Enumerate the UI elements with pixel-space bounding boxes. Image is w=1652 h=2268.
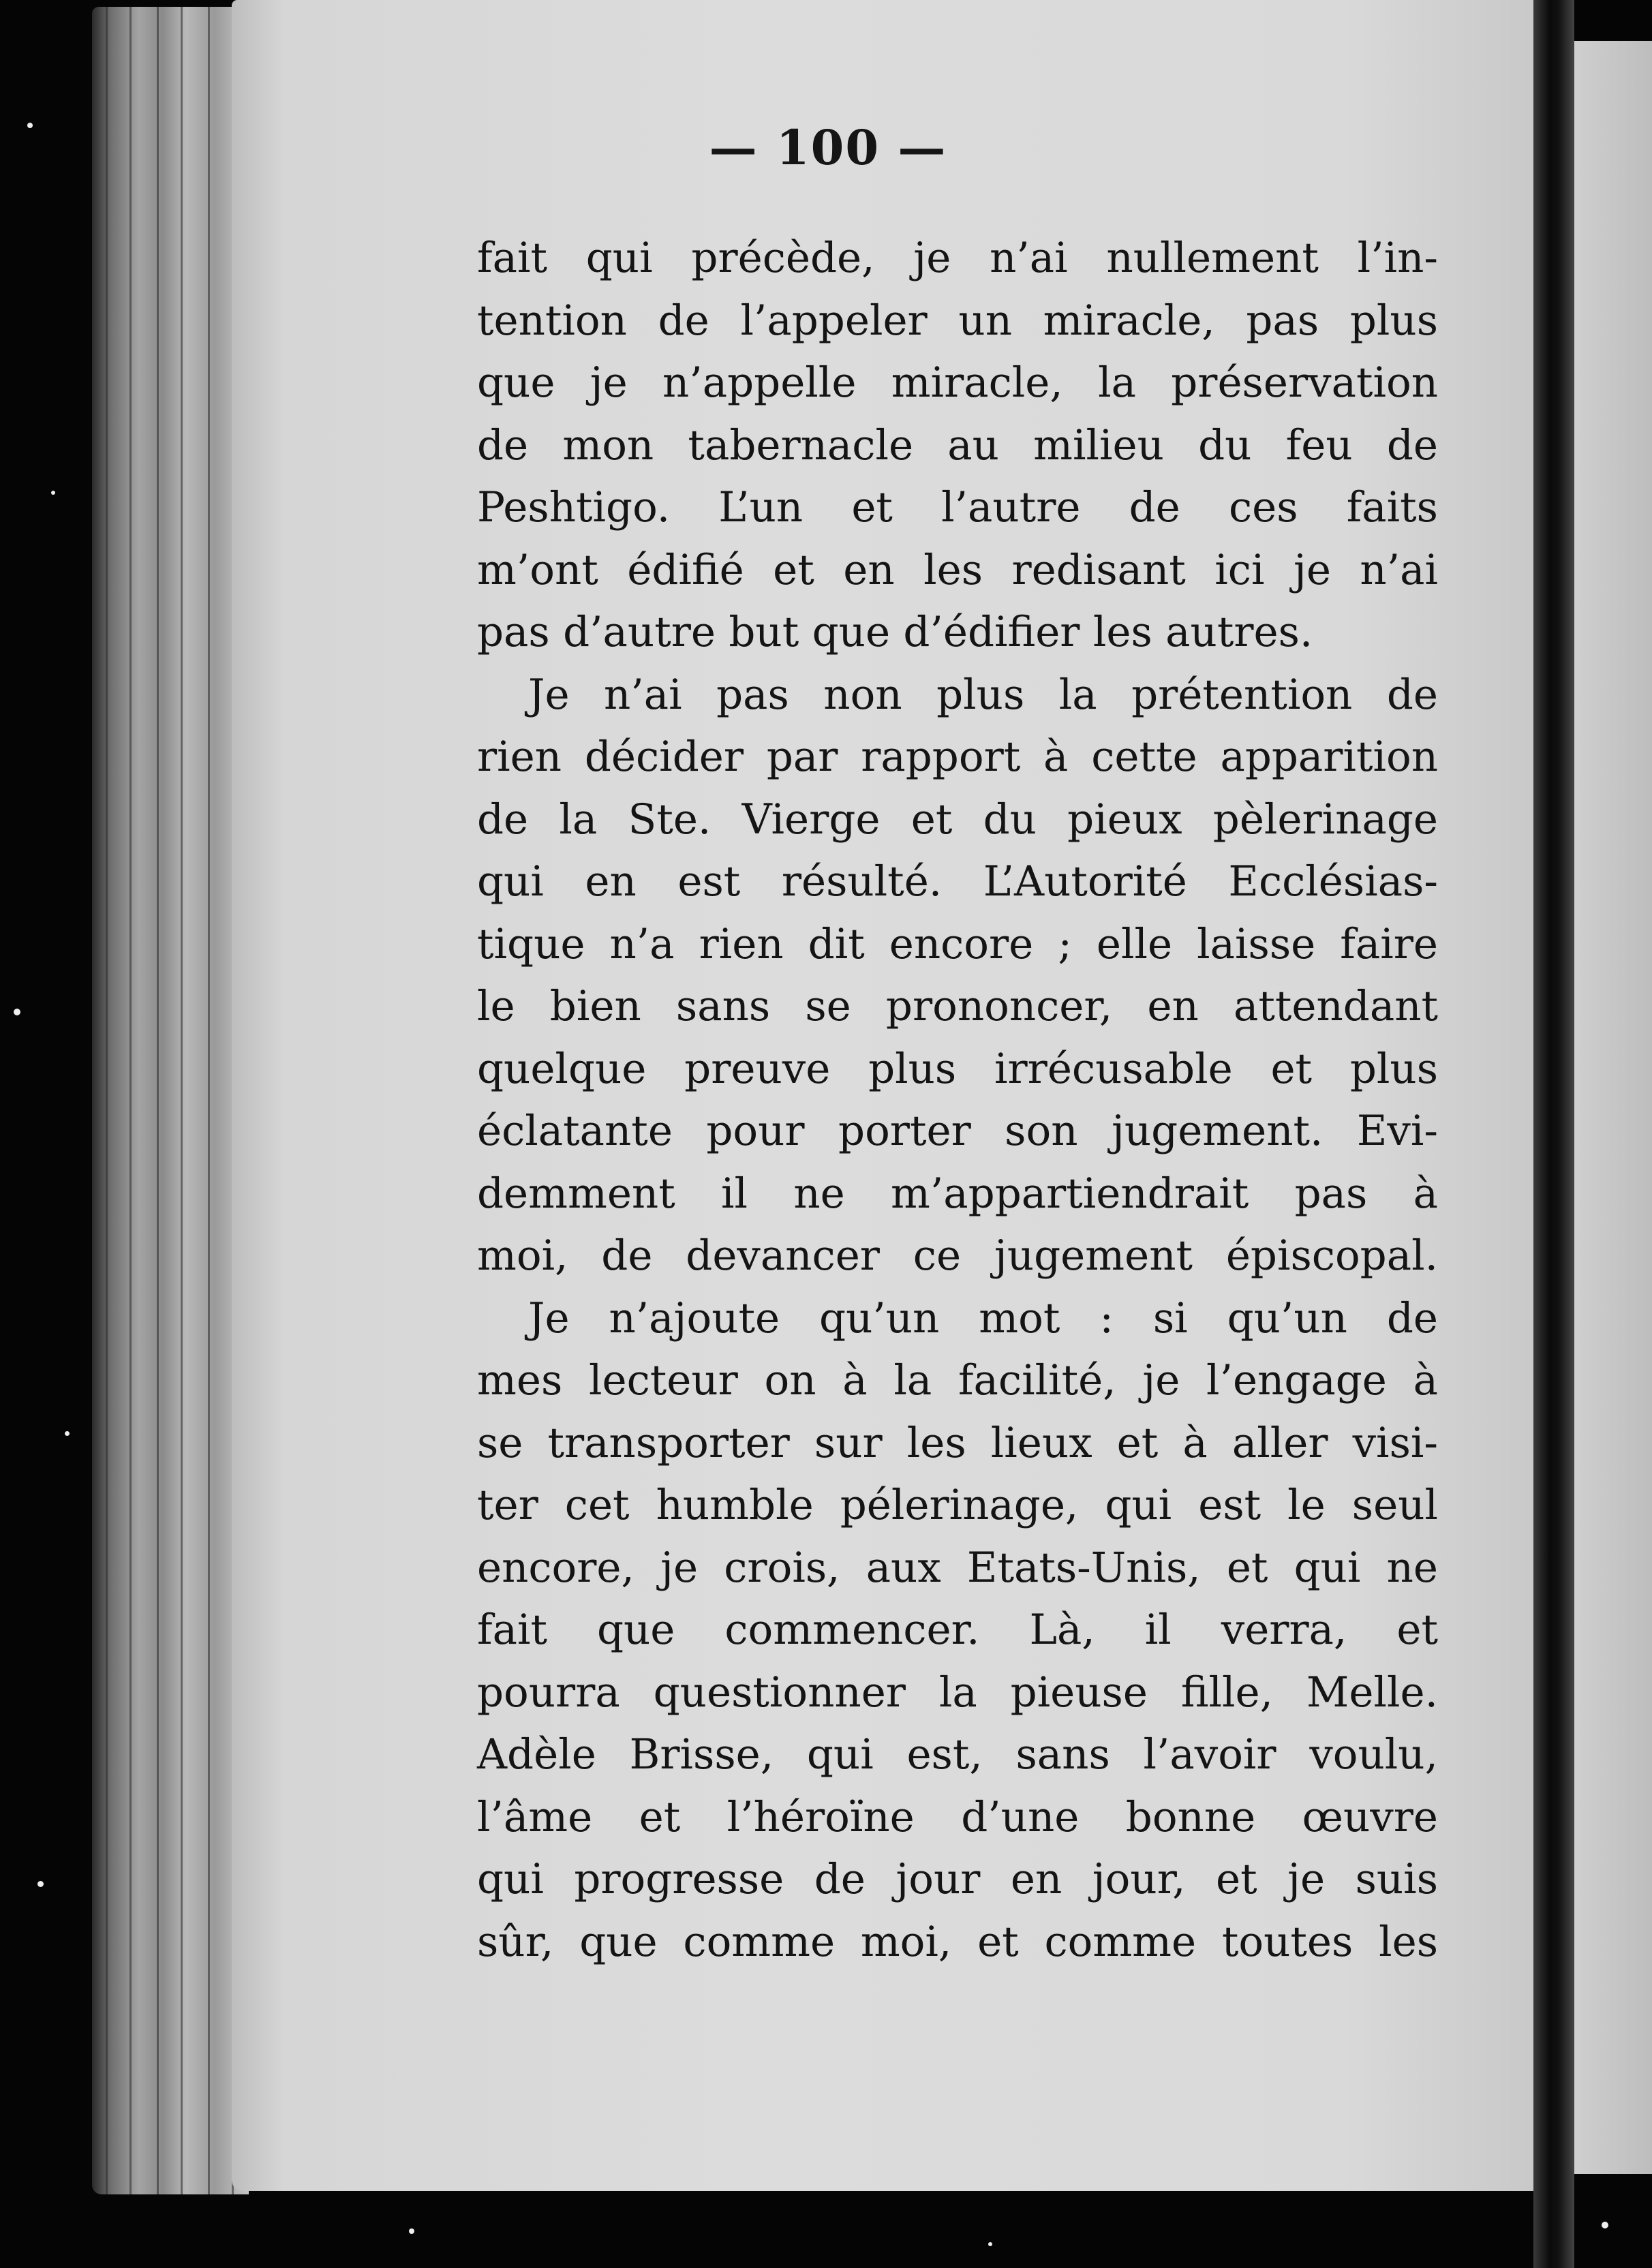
text-line: Adèle Brisse, qui est, sans l’avoir voulu, <box>477 1730 1438 1779</box>
text-line: ter cet humble pélerinage, qui est le seul <box>477 1481 1438 1529</box>
page-number: — 100 — <box>709 119 947 176</box>
scan-speck <box>27 123 33 128</box>
text-line: mes lecteur on à la facilité, je l’engage à <box>477 1356 1438 1405</box>
text-line: tique n’a rien dit encore ; elle laisse faire <box>477 919 1438 968</box>
text-line: pas d’autre but que d’édifier les autres. <box>477 608 1313 656</box>
text-line: pourra questionner la pieuse fille, Melle. <box>477 1668 1438 1717</box>
text-line: éclatante pour porter son jugement. Evi- <box>477 1107 1438 1155</box>
scan-speck <box>14 1009 20 1015</box>
text-line: rien décider par rapport à cette apparition <box>477 733 1438 781</box>
text-line: quelque preuve plus irrécusable et plus <box>477 1044 1438 1093</box>
text-line: Peshtigo. L’un et l’autre de ces faits <box>477 483 1438 532</box>
text-line: demment il ne m’appartiendrait pas à <box>477 1169 1438 1218</box>
text-line: qui en est résulté. L’Autorité Ecclésias- <box>477 857 1438 906</box>
text-line: Je n’ai pas non plus la prétention de <box>528 670 1438 719</box>
text-line: se transporter sur les lieux et à aller visi- <box>477 1418 1438 1467</box>
page-body-text <box>477 227 1438 1973</box>
text-line: Je n’ajoute qu’un mot : si qu’un de <box>528 1293 1438 1343</box>
text-line: de la Ste. Vierge et du pieux pèlerinage <box>477 795 1438 844</box>
scan-speck <box>37 1881 44 1887</box>
text-line: fait que commencer. Là, il verra, et <box>477 1606 1438 1654</box>
book-page-edges <box>92 7 249 2194</box>
text-line: sûr, que comme moi, et comme toutes les <box>477 1917 1438 1966</box>
text-line: fait qui précède, je n’ai nullement l’in- <box>477 234 1438 282</box>
text-line: le bien sans se prononcer, en attendant <box>477 982 1438 1030</box>
text-line: moi, de devancer ce jugement épiscopal. <box>477 1231 1438 1280</box>
text-line: l’âme et l’héroïne d’une bonne œuvre <box>477 1792 1438 1841</box>
book-gutter <box>1533 0 1574 2268</box>
text-line: m’ont édifié et en les redisant ici je n’ai <box>477 545 1438 594</box>
text-line: encore, je crois, aux Etats-Unis, et qui ne <box>477 1543 1438 1592</box>
facing-page-edge <box>1574 41 1652 2174</box>
text-line: que je n’appelle miracle, la préservation <box>477 358 1438 407</box>
scan-speck <box>988 2242 992 2246</box>
scan-speck <box>1602 2222 1608 2228</box>
scan-speck <box>65 1431 70 1436</box>
text-line: tention de l’appeler un miracle, pas plus <box>477 296 1438 345</box>
text-line: qui progresse de jour en jour, et je suis <box>477 1855 1438 1903</box>
scan-speck <box>51 491 55 495</box>
scan-speck <box>409 2228 414 2234</box>
text-line: de mon tabernacle au milieu du feu de <box>477 420 1438 470</box>
